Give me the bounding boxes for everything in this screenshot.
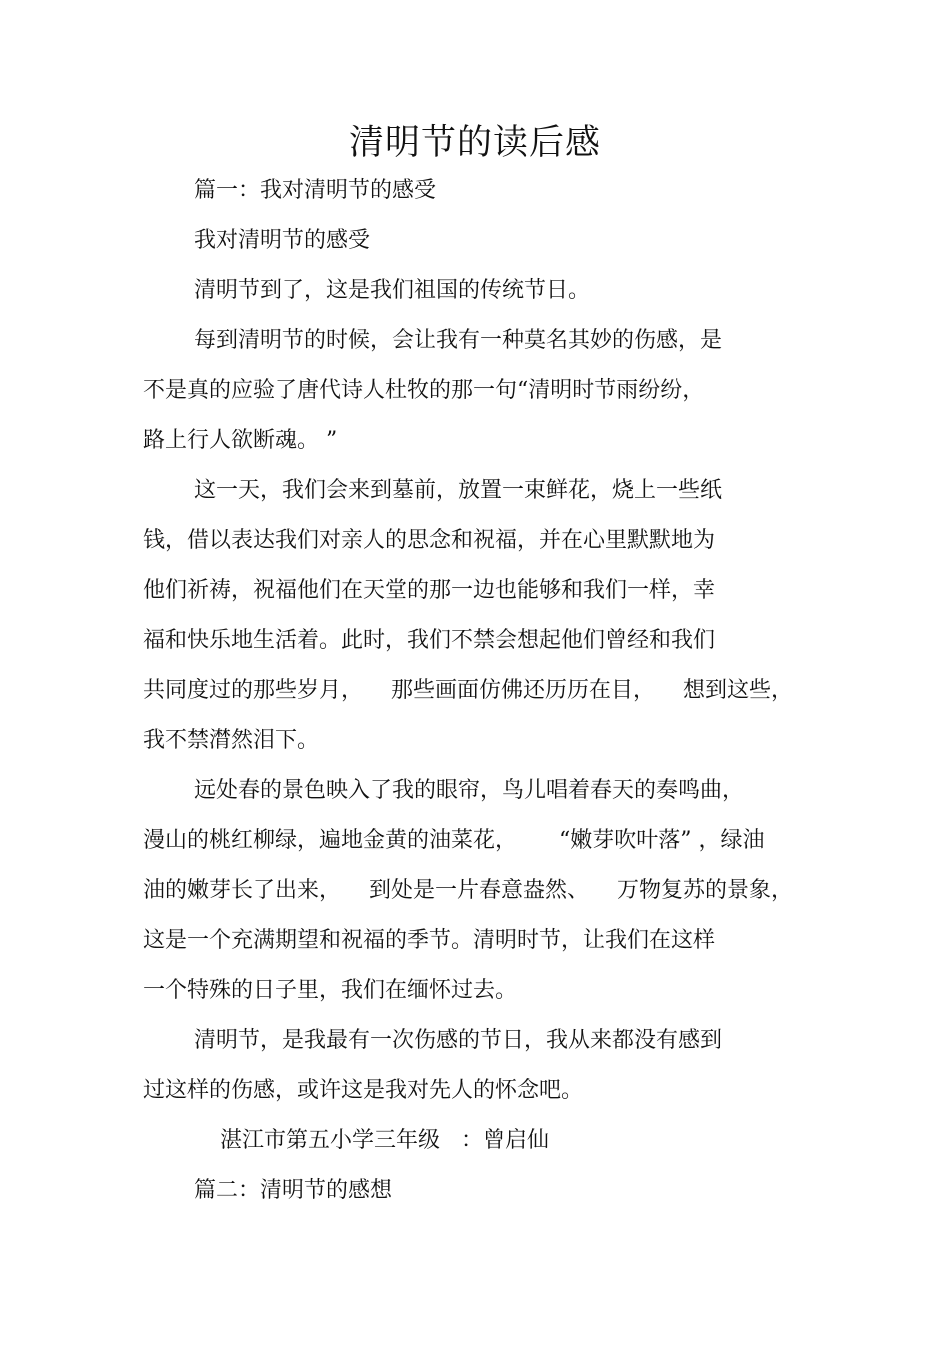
document-title: 清明节的读后感 — [348, 123, 601, 163]
paragraph-1-line-1: 清明节到了，这是我们祖国的传统节日。 — [194, 278, 591, 303]
paragraph-4-line-1: 远处春的景色映入了我的眼帘，鸟儿唱着春天的奏鸣曲， — [194, 778, 745, 803]
paragraph-4-line-3: 油的嫩芽长了出来， 到处是一片春意盎然、 万物复苏的景象， — [143, 878, 793, 903]
paragraph-2-line-3: 路上行人欲断魂。 ” — [143, 428, 338, 453]
paragraph-3-line-4: 福和快乐地生活着。此时，我们不禁会想起他们曾经和我们 — [143, 628, 716, 653]
author-signature: 湛江市第五小学三年级 ：曾启仙 — [220, 1128, 549, 1153]
paragraph-3-line-5: 共同度过的那些岁月， 那些画面仿佛还历历在目， 想到这些， — [143, 678, 793, 703]
paragraph-2-line-1: 每到清明节的时候，会让我有一种莫名其妙的伤感，是 — [194, 328, 723, 353]
paragraph-5-line-2: 过这样的伤感，或许这是我对先人的怀念吧。 — [143, 1078, 584, 1103]
paragraph-4-line-4: 这是一个充满期望和祝福的季节。清明时节，让我们在这样 — [143, 928, 716, 953]
paragraph-2-line-2: 不是真的应验了唐代诗人杜牧的那一句“清明时节雨纷纷， — [143, 378, 705, 403]
paragraph-3-line-1: 这一天，我们会来到墓前，放置一束鲜花，烧上一些纸 — [194, 478, 723, 503]
paragraph-3-line-6: 我不禁潸然泪下。 — [143, 728, 320, 753]
paragraph-4-line-2: 漫山的桃红柳绿，遍地金黄的油菜花， “嫩芽吹叶落” ，绿油 — [143, 828, 765, 853]
paragraph-3-line-2: 钱，借以表达我们对亲人的思念和祝福，并在心里默默地为 — [143, 528, 716, 553]
section-heading-2: 篇二：清明节的感想 — [194, 1178, 393, 1203]
section-heading-1: 篇一：我对清明节的感受 — [194, 178, 437, 203]
essay-subtitle: 我对清明节的感受 — [194, 228, 371, 253]
paragraph-3-line-3: 他们祈祷，祝福他们在天堂的那一边也能够和我们一样，幸 — [143, 578, 716, 603]
paragraph-4-line-5: 一个特殊的日子里，我们在缅怀过去。 — [143, 978, 518, 1003]
paragraph-5-line-1: 清明节，是我最有一次伤感的节日，我从来都没有感到 — [194, 1028, 723, 1053]
